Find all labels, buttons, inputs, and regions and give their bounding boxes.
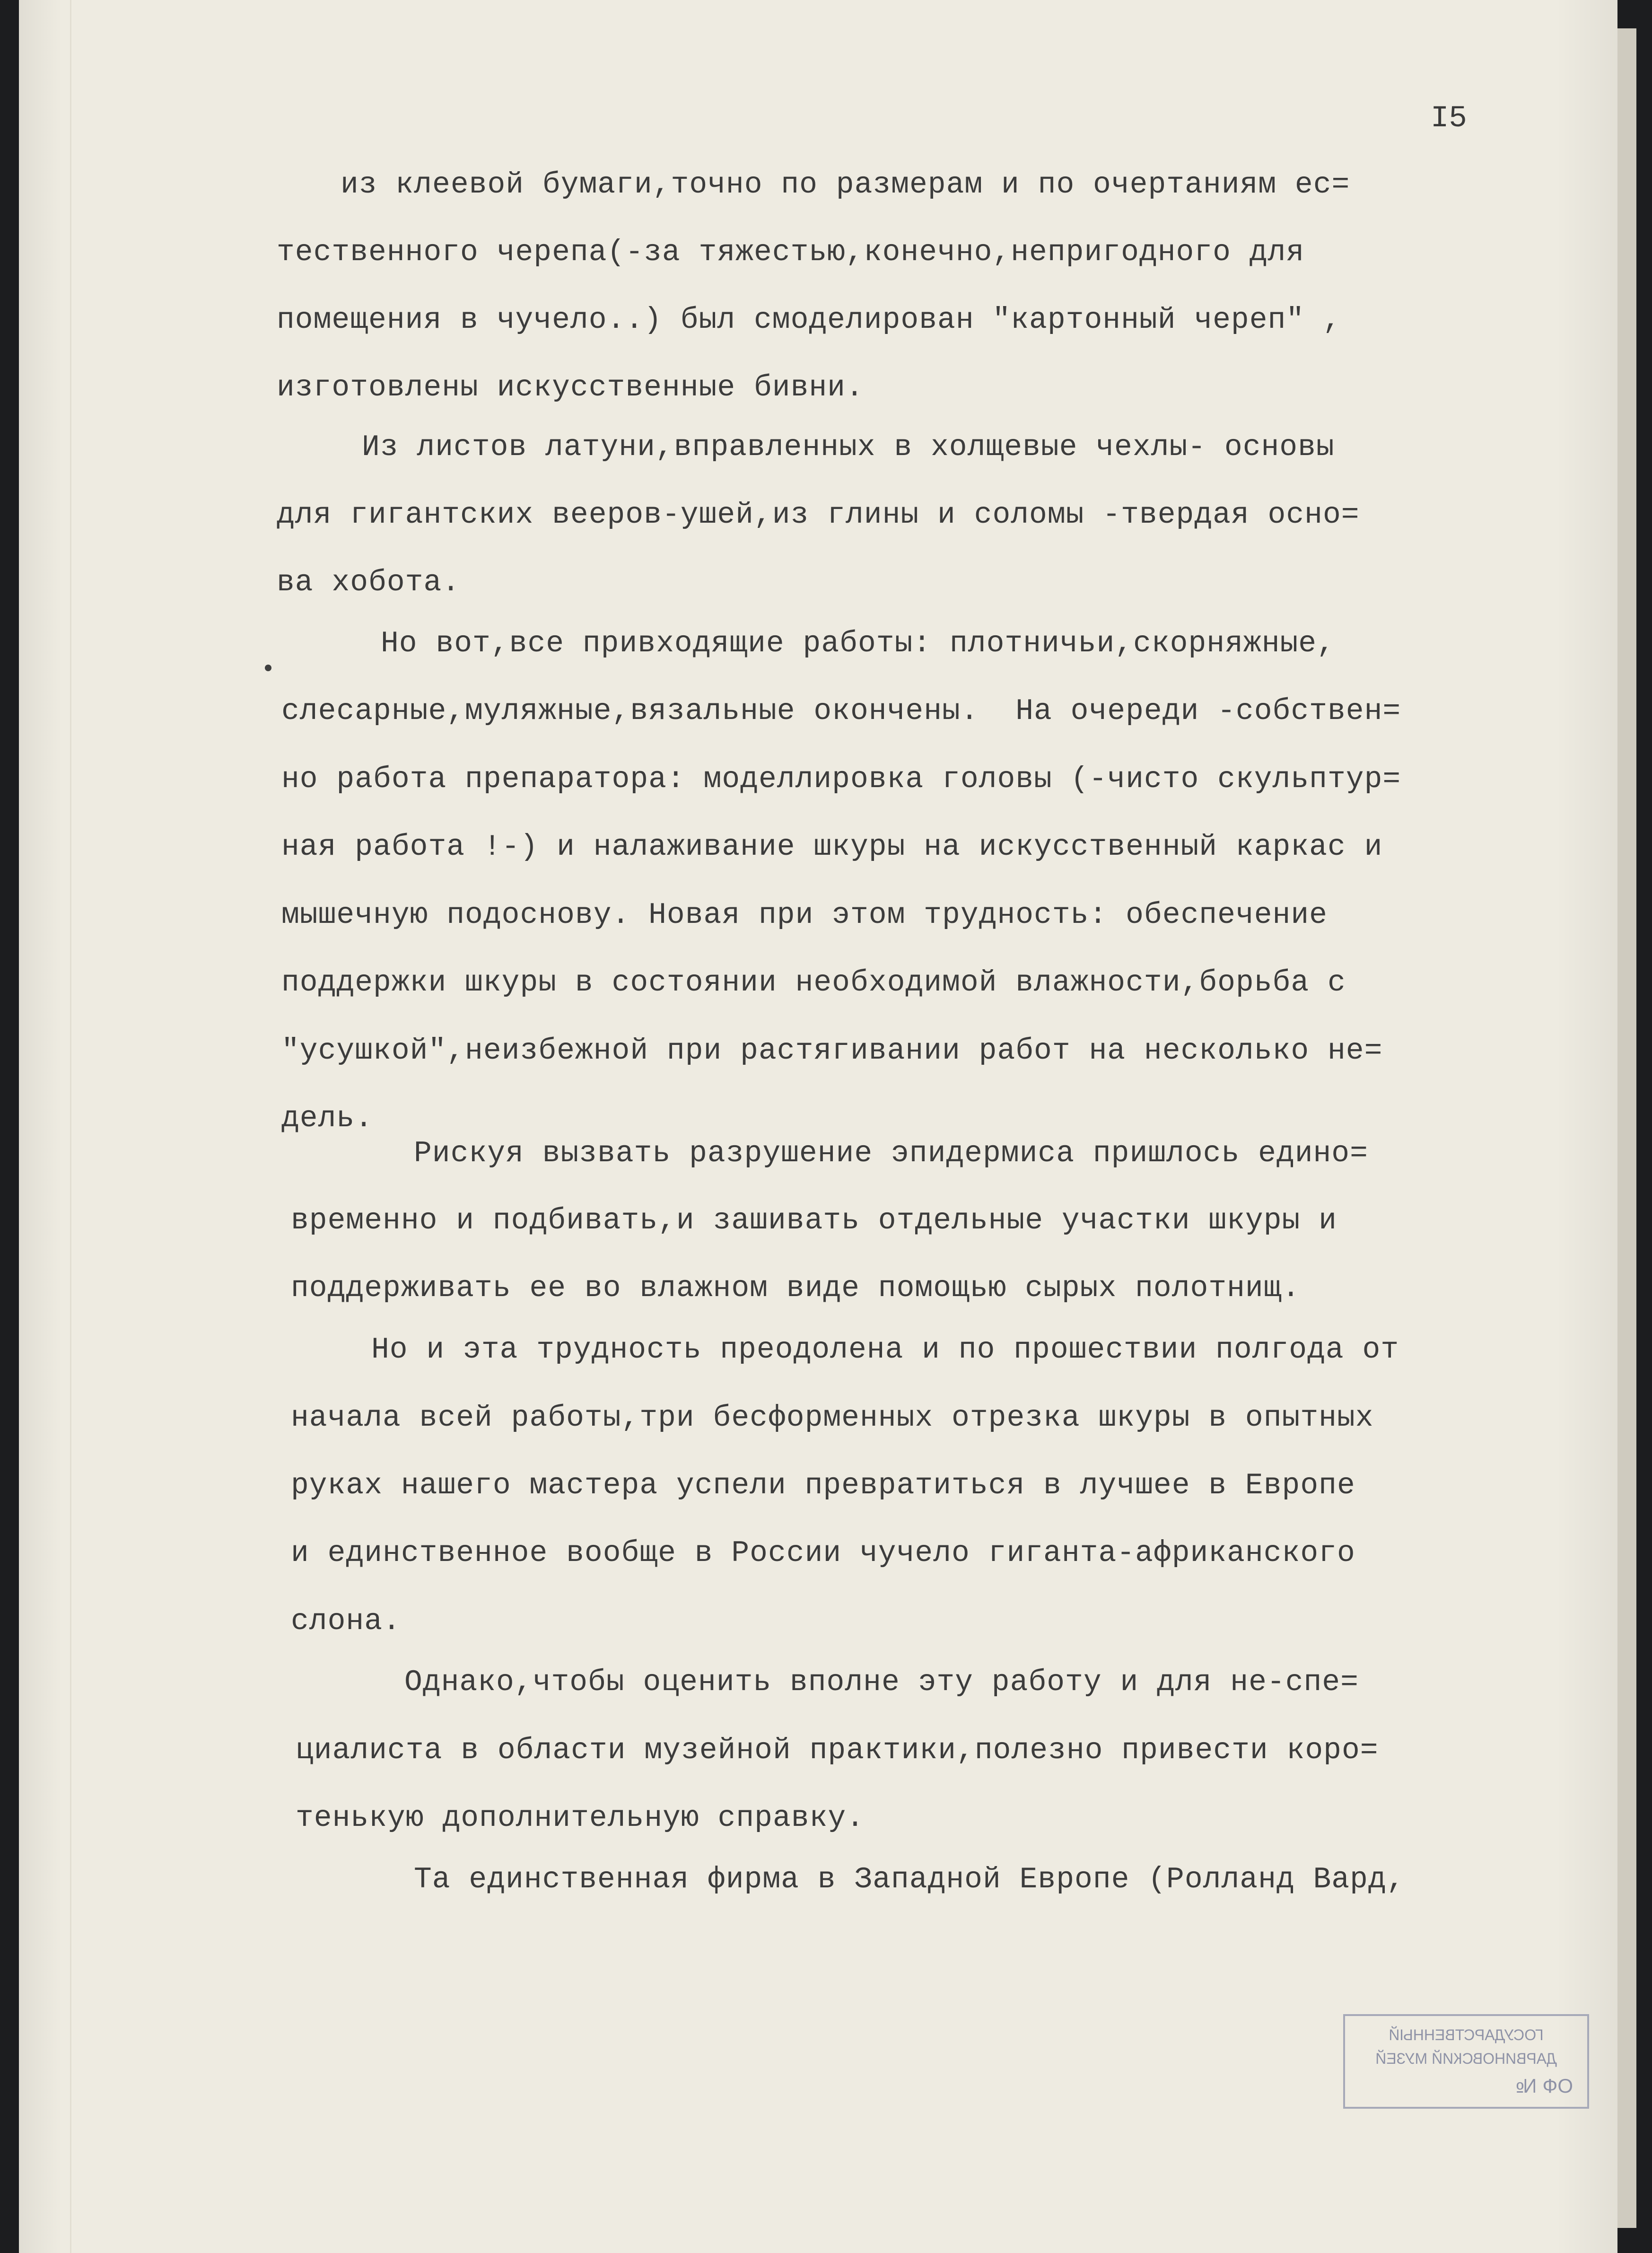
ink-speck (265, 665, 271, 671)
text-line: поддерживать ее во влажном виде помощью сырых полотнищ. (291, 1271, 1301, 1305)
text-line: тественного черепа(-за тяжестью,конечно,непригодного для (277, 236, 1305, 269)
text-line: ная работа !-) и налаживание шкуры на искусственный каркас и (281, 830, 1383, 864)
text-line: из клеевой бумаги,точно по размерам и по очертаниям ес= (341, 168, 1350, 202)
text-line: Рискуя вызвать разрушение эпидермиса пришлось едино= (414, 1137, 1368, 1170)
text-line: "усушкой",неизбежной при растягивании работ на несколько не= (281, 1034, 1383, 1068)
text-line: циалиста в области музейной практики,полезно привести коро= (296, 1734, 1379, 1767)
text-line: Но и эта трудность преодолена и по прошествии полгода от (371, 1333, 1399, 1367)
museum-stamp (1343, 2014, 1589, 2109)
stamp-line: ГОСУДАРСТВЕННЫЙ (1389, 2026, 1544, 2043)
text-line: ва хобота. (277, 566, 461, 599)
text-line: слона. (291, 1604, 401, 1638)
text-line: Из листов латуни,вправленных в холщевые чехлы- основы (362, 430, 1335, 464)
text-line: начала всей работы,три бесформенных отрезка шкуры в опытных (291, 1401, 1374, 1435)
typed-page (19, 0, 1617, 2253)
stamp-line: ОФ № (1515, 2075, 1573, 2097)
text-line: и единственное вообще в России чучело гиганта-африканского (291, 1536, 1355, 1570)
text-line: мышечную подоснову. Новая при этом трудность: обеспечение (281, 898, 1328, 932)
stamp-line: ДАРВИНОВСКИЙ МУЗЕЙ (1375, 2050, 1557, 2067)
text-line: дель. (281, 1102, 374, 1135)
text-line: Но вот,все привходящие работы: плотничьи,скорняжные, (381, 627, 1335, 660)
page-number: I5 (1431, 102, 1467, 136)
text-line: руках нашего мастера успели превратиться в лучшее в Европе (291, 1469, 1355, 1502)
text-line: для гигантских вееров-ушей,из глины и соломы -твердая осно= (277, 498, 1360, 532)
binding-fold (70, 0, 71, 2253)
text-line: Та единственная фирма в Западной Европе (Ролланд Вард, (414, 1863, 1405, 1896)
text-line: поддержки шкуры в состоянии необходимой влажности,борьба с (281, 966, 1346, 999)
text-line: помещения в чучело..) был смоделирован "картонный череп" , (277, 303, 1341, 337)
text-line: временно и подбивать,и зашивать отдельные участки шкуры и (291, 1204, 1337, 1237)
text-line: тенькую дополнительную справку. (296, 1801, 865, 1835)
text-line: слесарные,муляжные,вязальные окончены. На очереди -собствен= (281, 694, 1401, 728)
text-line: Однако,чтобы оценить вполне эту работу и для не-спе= (404, 1666, 1359, 1699)
text-line: изготовлены искусственные бивни. (277, 371, 864, 404)
text-line: но работа препаратора: моделлировка головы (-чисто скульптур= (281, 763, 1401, 796)
